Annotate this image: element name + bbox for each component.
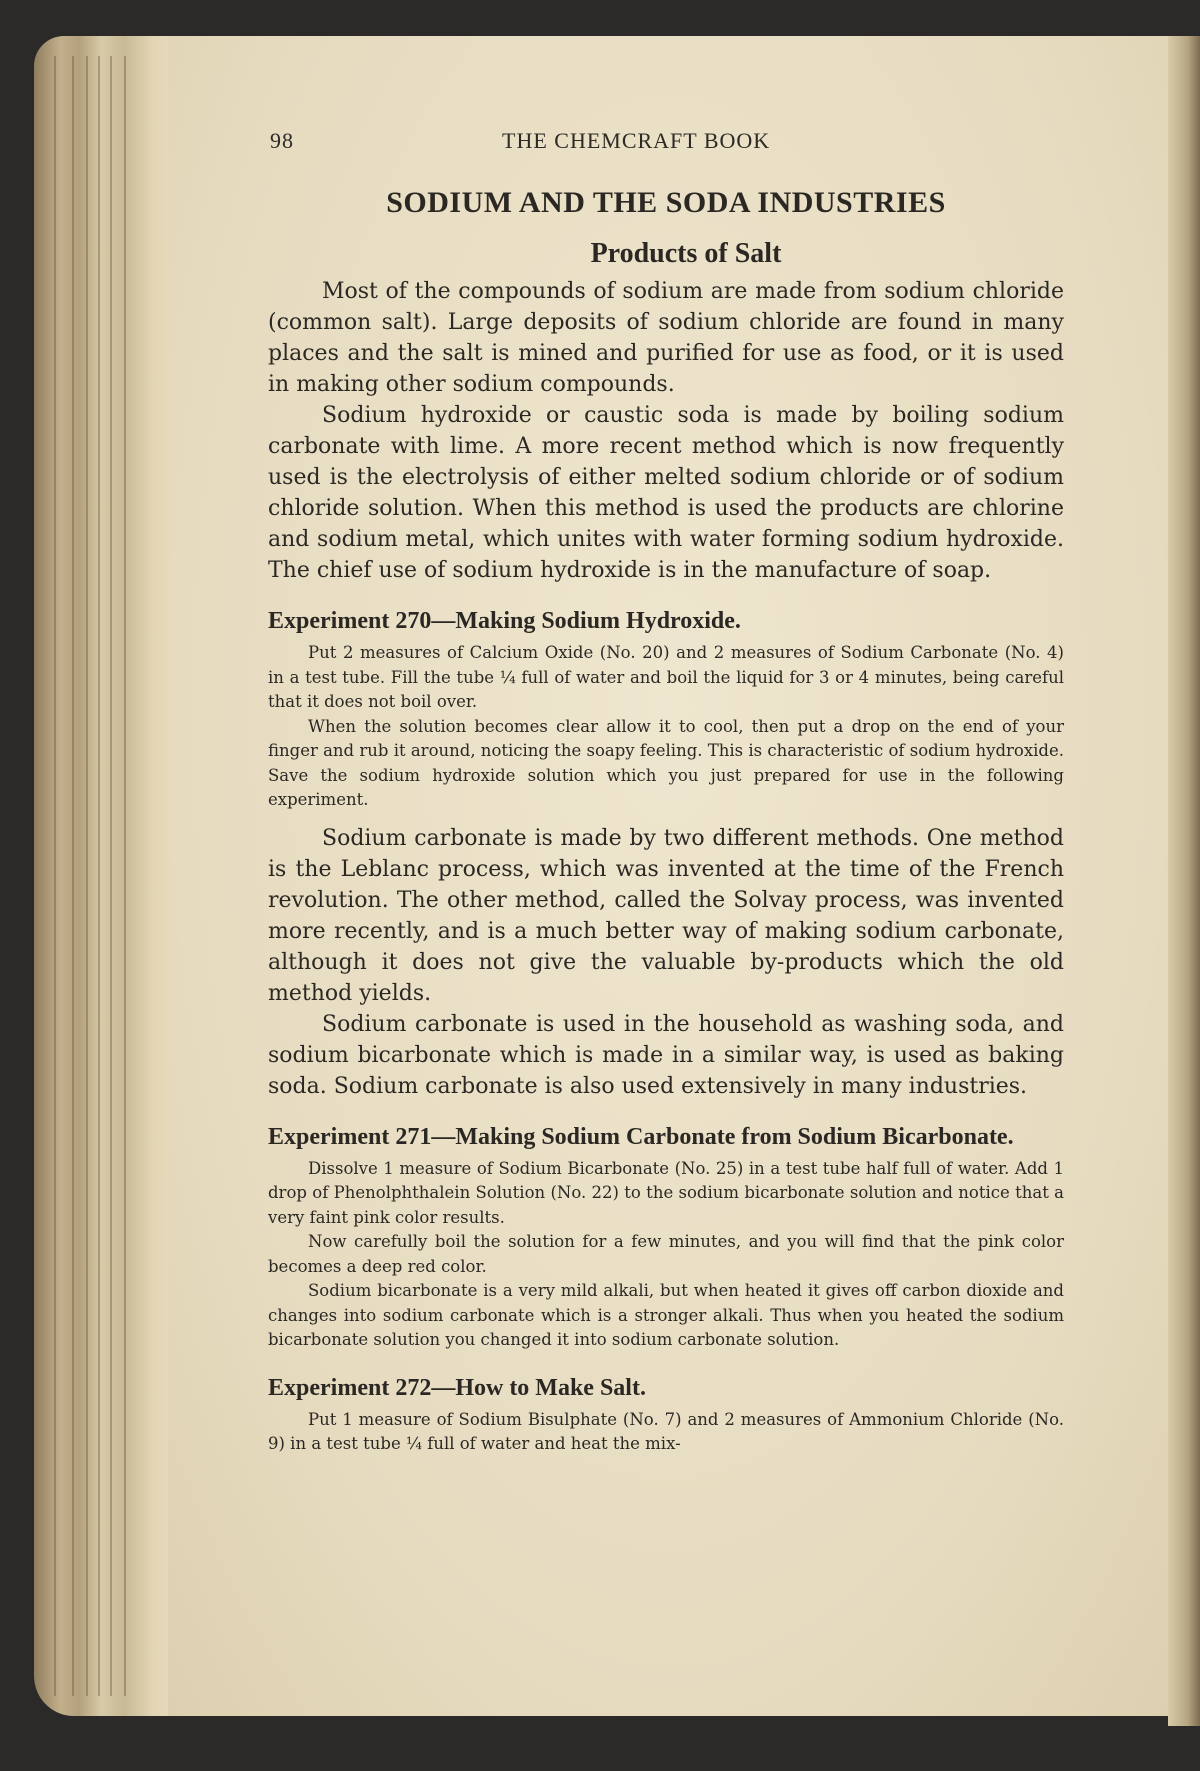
page-number: 98 [270,128,294,153]
experiment-272-paragraph-1: Put 1 measure of Sodium Bisulphate (No. 7) and 2 measures of Ammonium Chloride (No. 9) in a test tube ¼ full of water and heat the mix- [268,1409,1064,1453]
running-header-title: THE CHEMCRAFT BOOK [502,128,771,153]
experiment-271-title: Experiment 271—Making Sodium Carbonate from Sodium Bicarbonate. [268,1123,1014,1150]
section-title: Products of Salt [590,238,782,269]
facing-page-edge [1168,36,1200,1726]
page-content [268,186,1064,1457]
experiment-270-paragraph-2: When the solution becomes clear allow it to cool, then put a drop on the end of your finger and rub it around, noticing the soapy feeling. This is characteristic of sodium hydroxide. Save the sodium hydroxide solution which you just prepared for use in the following experiment. [268,716,1064,809]
chapter-title: SODIUM AND THE SODA INDUSTRIES [386,186,946,219]
experiment-271-paragraph-2: Now carefully boil the solution for a few minutes, and you will find that the pink color becomes a deep red color. [268,1232,1064,1276]
experiment-270-title: Experiment 270—Making Sodium Hydroxide. [268,608,741,634]
experiment-271-paragraph-1: Dissolve 1 measure of Sodium Bicarbonate (No. 25) in a test tube half full of water. Add 1 drop of Phenolphthalein Solution (No. 22) to the sodium bicarbonate solution and notice that a very faint pink color results. [268,1158,1064,1227]
intro-paragraph-1: Most of the compounds of sodium are made from sodium chloride (common salt). Large deposits of sodium chloride are found in many places and the salt is mined and purified for use as food, or it is used in making other sodium compounds. [268,279,1064,397]
intro-paragraph-2: Sodium hydroxide or caustic soda is made by boiling sodium carbonate with lime. A more recent method which is now frequently used is the electrolysis of either melted sodium chloride or of sodium chloride solution. When this method is used the products are chlorine and sodium metal, which unites with water forming sodium hydroxide. The chief use of sodium hydroxide is in the manufacture of soap. [268,403,1064,583]
middle-paragraph-1: Sodium carbonate is made by two different methods. One method is the Leblanc process, which was invented at the time of the French revolution. The other method, called the Solvay process, was invented more recently, and is a much better way of making sodium carbonate, although it does not give the valuable by-products which the old method yields. [268,825,1064,1006]
experiment-270-paragraph-1: Put 2 measures of Calcium Oxide (No. 20) and 2 measures of Sodium Carbonate (No. 4) in a test tube. Fill the tube ¼ full of water and boil the liquid for 3 or 4 minutes, being careful that it does not boil over. [268,643,1064,711]
running-header [270,128,1080,158]
middle-paragraph-2: Sodium carbonate is used in the household as washing soda, and sodium bicarbonate which is made in a similar way, is used as baking soda. Sodium carbonate is also used extensively in many industries. [268,1011,1064,1099]
experiment-272-title: Experiment 272—How to Make Salt. [268,1374,646,1401]
book-page-edges [34,36,184,1716]
experiment-271-paragraph-3: Sodium bicarbonate is a very mild alkali, but when heated it gives off carbon dioxide and changes into sodium carbonate which is a stronger alkali. Thus when you heated the sodium bicarbonate solution you changed it into sodium carbonate solution. [268,1281,1064,1349]
